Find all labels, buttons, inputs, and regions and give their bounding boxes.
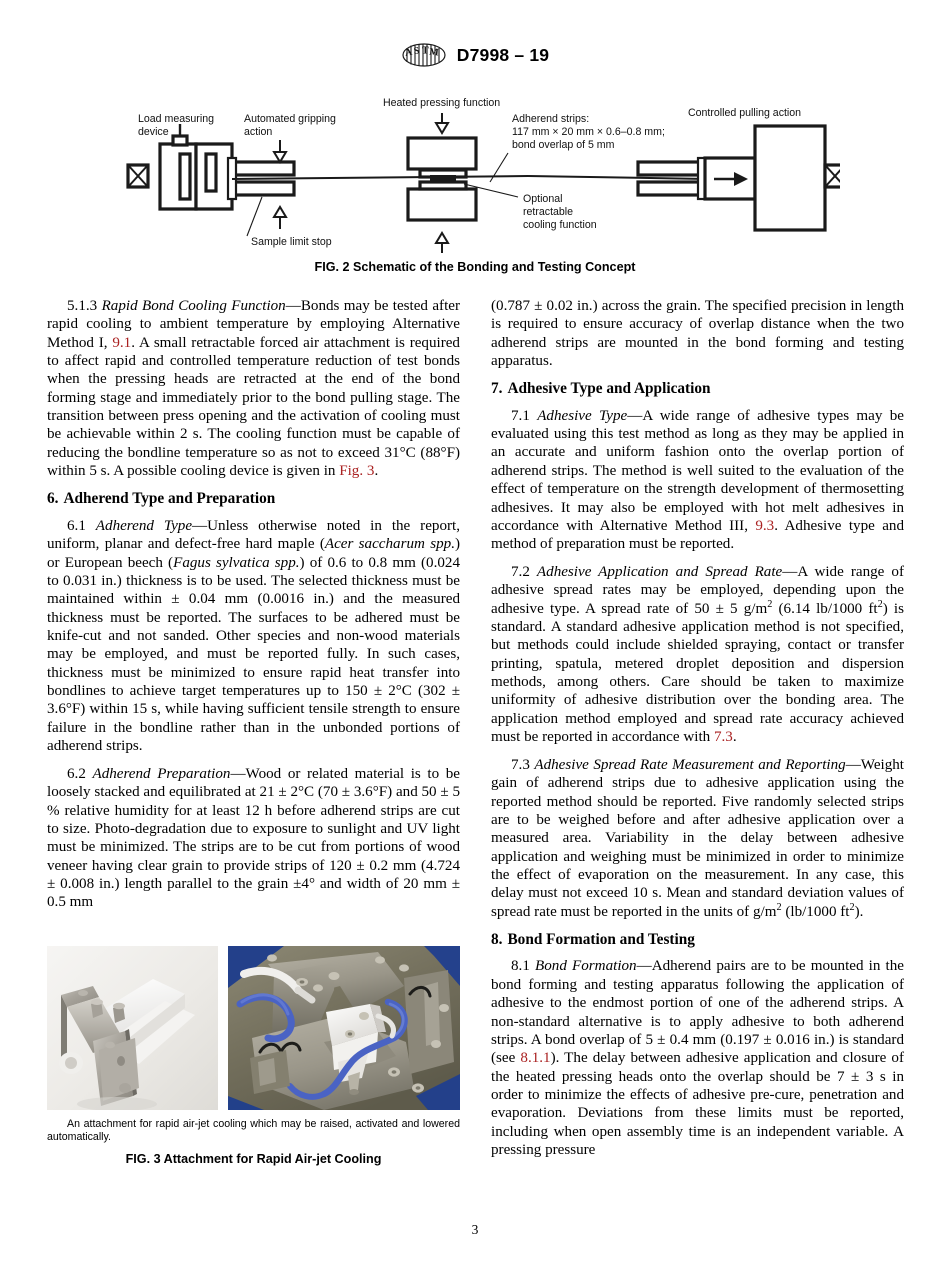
- paragraph-7-3: [491, 756, 904, 921]
- svg-text:Sample limit stop: Sample limit stop: [251, 236, 332, 248]
- heading-section-6: [47, 490, 460, 508]
- svg-text:Adherend strips:: Adherend strips:: [512, 113, 590, 125]
- page-header: [0, 42, 950, 68]
- paragraph-5-1-3: [47, 297, 460, 480]
- paragraph-8-1: [491, 957, 904, 1159]
- svg-text:Load measuring: Load measuring: [138, 113, 214, 125]
- para-title: Bond Formation: [535, 958, 637, 975]
- paragraph-continuation: (0.787 ± 0.02 in.) across the grain. The specified precision in length is required to ensure accuracy of overlap distance when the two adherend strips are mounted in the bond forming and testing apparatus.: [491, 298, 904, 370]
- para-text-b: ) or European beech (: [47, 536, 461, 571]
- para-title: Adherend Type: [95, 517, 193, 534]
- svg-text:device: device: [138, 126, 169, 138]
- para-number: 7.1: [511, 407, 530, 424]
- para-text-a: —Unless otherwise noted in the report, uniform, planar and defect-free hard maple (: [47, 517, 460, 553]
- figure-3-caption: FIG. 3 Attachment for Rapid Air-jet Cooling: [125, 1151, 382, 1166]
- paragraph-6-2: [47, 765, 460, 912]
- species-name-2: Fagus sylvatica spp.: [173, 554, 300, 571]
- unit-superscript-2: 2: [849, 901, 855, 913]
- para-text-b: ). The delay between adhesive application and closure of the heated pressing heads onto the overlap should be 7 ± 3 s in order to minimize the effects of adhesive pre-cure, penetration and evaporation. Deviations from these limits must be reported, including when open assembly time is an independent variable. A pressing pressure: [491, 1050, 904, 1158]
- para-text-a: —A wide range of adhesive types may be evaluated using this test method as long as they may be applied in an accurate and uniform fashion onto the overlap portion of adherend strips. The method is well suited to the evaluation of the effect of temperature on the strength development of thermosetting adhesives. It may also be employed with hot melt adhesives in accordance with Alternative Method III,: [491, 407, 904, 534]
- para-number: 6.2: [67, 765, 86, 782]
- para-text-a: —Adherend pairs are to be mounted in the bond forming and testing apparatus following the application of adhesive to the endmost portion of one of the adherend strips. A non-standard alternative is to apply adhesive to both adherend strips. A bond overlap of 5 ± 0.4 mm (0.197 ± 0.016 in.) is standard (see: [491, 958, 904, 1067]
- para-number: 8.1: [511, 958, 530, 975]
- document-designation: D7998 – 19: [456, 44, 550, 65]
- svg-text:Optional: Optional: [523, 193, 563, 205]
- para-title: Rapid Bond Cooling Function: [101, 298, 286, 314]
- svg-text:M: M: [428, 46, 439, 59]
- para-number: 5.1.3: [67, 298, 98, 314]
- para-text-a: —A wide range of adhesive spread rates may be employed, depending upon the adhesive type. A spread rate of 50 ± 5 g/m: [491, 564, 904, 617]
- para-text-b: . Adhesive type and method of preparation must be reported.: [491, 517, 904, 553]
- figure-3-photos: [47, 946, 460, 1110]
- svg-text:T: T: [421, 45, 429, 57]
- photo-cooling-attachment-closeup: [47, 946, 218, 1110]
- right-column: [491, 297, 904, 1169]
- svg-text:Heated pressing function: Heated pressing function: [383, 97, 501, 109]
- svg-text:cooling function: cooling function: [523, 219, 597, 231]
- photo-right-render: [228, 946, 460, 1110]
- cross-reference-8-1-1[interactable]: 8.1.1: [520, 1050, 551, 1067]
- figure-3-note: [47, 1118, 460, 1145]
- unit-superscript-1: 2: [767, 598, 773, 610]
- page-number: 3: [471, 1222, 479, 1237]
- unit-superscript-1: 2: [776, 901, 782, 913]
- para-title: Adherend Preparation: [92, 765, 231, 782]
- para-text-b: . A small retractable forced air attachment is required to affect rapid and controlled temperature reduction of test bonds when the pressing heads are retracted at the end of the bond forming stage and immediately prior to the bond pulling stage. The transition between press opening and the activation of cooling must be achievable within 2 s. The cooling function must be capable of reducing the bondline temperature so as not to exceed 31°C (88°F) within 5 s. A possible cooling device is given in: [47, 334, 460, 480]
- paragraph-7-1: [491, 407, 904, 554]
- section-title: Bond Formation and Testing: [507, 931, 695, 949]
- section-number: 8.: [491, 931, 503, 949]
- para-title: Adhesive Type: [537, 407, 628, 424]
- paragraph-6-1: [47, 517, 460, 755]
- para-text-c: ) is standard. A standard adhesive application method is not specified, but methods could include shielded spraying, contact or transfer printing, spatula, metered droplet deposition and dispersion methods, among others. Care should be taken to maximize uniformity of adhesive distribution over the bonding area. The application method employed and spread rate accuracy achieved must be reported in accordance with: [491, 600, 904, 746]
- figure-2-svg: [120, 96, 840, 256]
- heading-section-8: [491, 931, 904, 949]
- section-title: Adherend Type and Preparation: [63, 490, 276, 508]
- section-title: Adhesive Type and Application: [507, 380, 711, 398]
- para-number: 7.3: [511, 756, 530, 773]
- para-text-b: (lb/1000 ft: [781, 903, 850, 920]
- figure-3-note-text: An attachment for rapid air-jet cooling which may be raised, activated and lowered automatically.: [47, 1118, 460, 1144]
- cross-reference-7-3[interactable]: 7.3: [713, 729, 733, 746]
- svg-text:bond overlap of 5 mm: bond overlap of 5 mm: [512, 139, 615, 151]
- cross-reference-fig-3[interactable]: Fig. 3: [339, 463, 375, 480]
- para-text-a: —Weight gain of adherend strips due to adhesive application using the reported method should be reported. Five randomly selected strips are to be weighed before and after adhesive application over a measured area. Variability in the delay between adhesive application and weighing must be minimized in order to minimize the effect of evaporation on the measurement. In any case, this delay must not exceed 10 s. Mean and standard deviation values of spread rate must be reported in the units of g/m: [491, 756, 904, 920]
- para-number: 6.1: [67, 517, 86, 534]
- para-text-b: (6.14 lb/1000 ft: [772, 600, 878, 617]
- svg-text:S: S: [412, 45, 420, 57]
- heading-section-7: [491, 380, 904, 398]
- svg-text:action: action: [244, 126, 273, 138]
- svg-text:Controlled pulling action: Controlled pulling action: [688, 107, 802, 119]
- svg-text:A: A: [403, 46, 413, 59]
- svg-text:117 mm × 20 mm × 0.6–0.8 mm;: 117 mm × 20 mm × 0.6–0.8 mm;: [512, 126, 665, 138]
- svg-text:retractable: retractable: [523, 206, 574, 218]
- figure-3-block: [47, 946, 460, 1166]
- para-text-d: .: [732, 729, 737, 746]
- section-number: 7.: [491, 380, 503, 398]
- photo-cooling-attachment-installed: [228, 946, 460, 1110]
- species-name-1: Acer saccharum spp.: [324, 536, 455, 553]
- para-text-c: ).: [854, 903, 864, 920]
- svg-text:Automated gripping: Automated gripping: [244, 113, 336, 125]
- para-text-a: —Bonds may be tested after rapid cooling to ambient temperature by employing Alternative Method I,: [47, 298, 460, 351]
- para-text-c: .: [374, 463, 379, 480]
- para-text-a: —Wood or related material is to be loosely stacked and equilibrated at 21 ± 2°C (70 ± 3.6°F) and 50 ± 5 % relative humidity for at least 12 h before adherend strips are cut to size. Photo-degradation due to exposure to sunlight and UV light must be minimized. The strips are to be cut from portions of wood veneer having clear grain to provide strips of 120 ± 0.2 mm (4.724 ± 0.008 in.) length parallel to the grain ±4° and width of 20 mm ± 0.5 mm: [47, 765, 460, 911]
- para-title: Adhesive Spread Rate Measurement and Reporting: [534, 756, 846, 773]
- paragraph-7-2: [491, 563, 904, 746]
- para-title: Adhesive Application and Spread Rate: [536, 564, 783, 581]
- section-number: 6.: [47, 490, 59, 508]
- cross-reference-9-1[interactable]: 9.1: [112, 334, 132, 351]
- para-text-c: ) of 0.6 to 0.8 mm (0.024 to 0.031 in.) thickness is to be used. The selected thickness must be maintained within ± 0.04 mm (0.0016 in.) and the measured thickness must be reported. The surfaces to be adhered must be knife-cut and not sanded. Other species and non-wood materials may be employed, and must be reported fully. In such cases, thickness must be minimized to ensure rapid heat transfer into bondlines to achieve target temperatures up to 150 ± 2°C (302 ± 3.6°F) within 15 s, while having sufficient tensile strength to ensure failure in the bondline rather than in the unbonded portions of adherend strips.: [47, 554, 460, 754]
- para-number: 7.2: [511, 564, 530, 581]
- unit-superscript-2: 2: [877, 598, 883, 610]
- photo-left-render: [47, 946, 218, 1110]
- cross-reference-9-3[interactable]: 9.3: [755, 517, 775, 534]
- astm-logo-icon: [401, 42, 447, 68]
- figure-2-caption: FIG. 2 Schematic of the Bonding and Testing Concept: [314, 260, 636, 274]
- figure-2-schematic: [120, 96, 840, 256]
